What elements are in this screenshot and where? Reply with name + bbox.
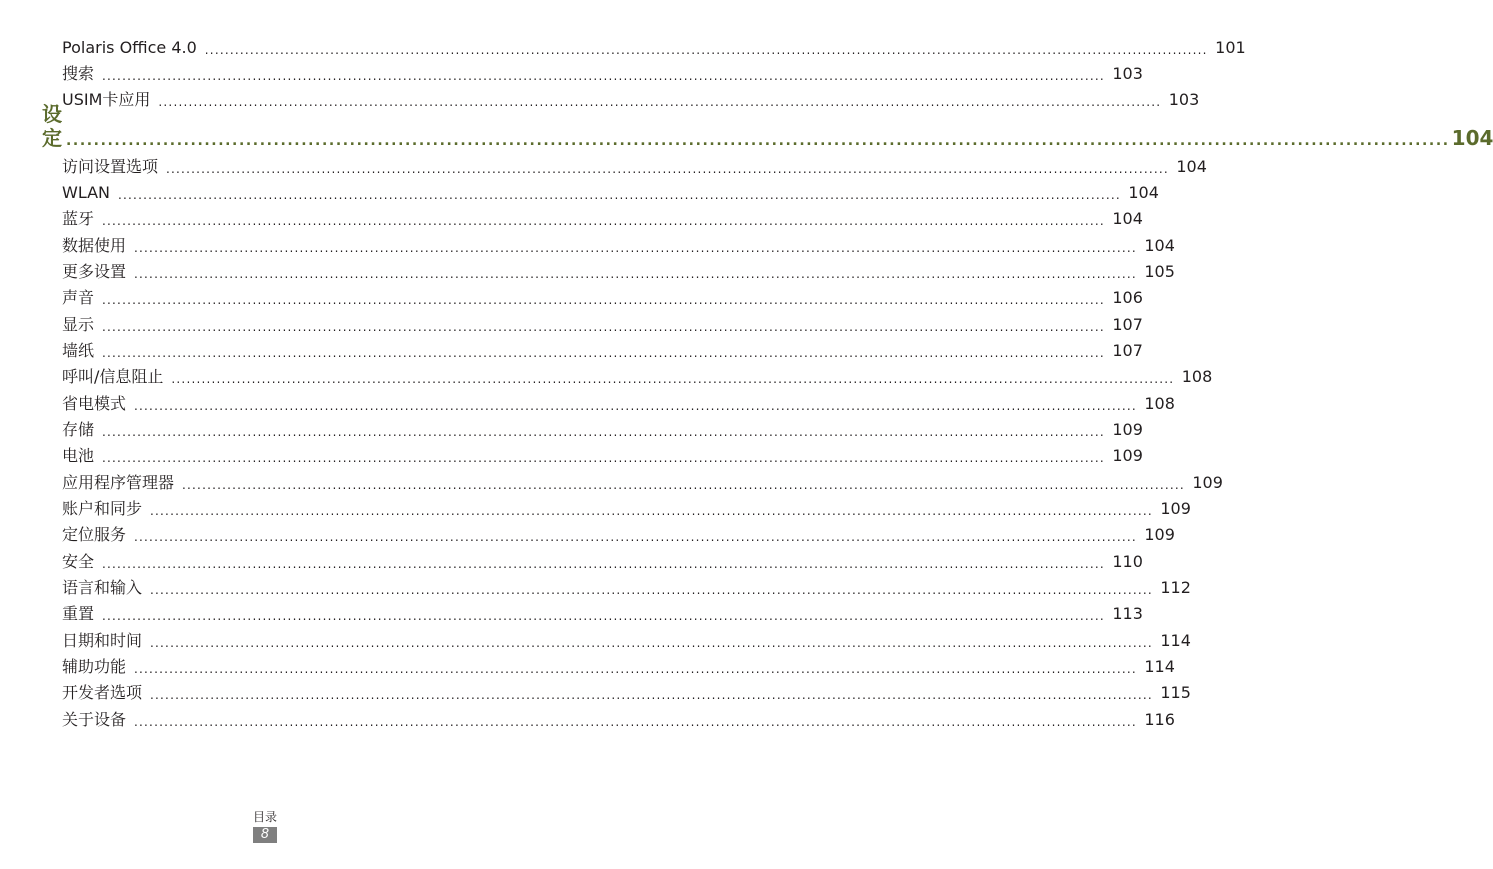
dot-leader: ........................................................................................................................................................................................................ [102,425,1105,439]
dot-leader: ........................................................................................................................................................................................................ [118,188,1121,202]
dot-leader: ........................................................................................................................................................................................................ [134,241,1137,255]
section-page: 104 [1451,126,1493,150]
dot-leader: ........................................................................................................................................................................................................ [150,504,1153,518]
toc-entry-page: 109 [1144,525,1175,544]
dot-leader: ........................................................................................................................................................................................................ [166,162,1169,176]
dot-leader: ........................................................................................................................................................................................................ [102,557,1105,571]
toc-entry[interactable] [62,153,1207,177]
toc-entry[interactable] [62,311,1143,335]
toc-entry[interactable] [62,679,1191,703]
toc-entry-page: 109 [1192,473,1223,492]
toc-entry-label: 搜索 [62,64,95,83]
footer-section-label: 目录 [252,810,277,824]
toc-entry[interactable] [62,653,1175,677]
toc-section-heading[interactable] [42,102,1493,150]
toc-entry-label: 辅助功能 [62,657,127,676]
dot-leader: ........................................................................................................................................................................................................ [102,609,1105,623]
dot-leader: ........................................................................................................................................................................................................ [102,346,1105,360]
toc-entry[interactable] [62,495,1191,519]
toc-entry-page: 114 [1144,657,1175,676]
toc-entry[interactable] [62,706,1175,730]
dot-leader: ........................................................................................................................................................................................................ [150,688,1153,702]
toc-entry[interactable] [62,337,1143,361]
toc-entry[interactable] [62,548,1143,572]
toc-entry-page: 109 [1112,420,1143,439]
toc-entry-label: 重置 [62,604,95,623]
toc-entry-page: 107 [1112,315,1143,334]
toc-entry-label: 蓝牙 [62,209,95,228]
toc-entry[interactable] [62,179,1159,203]
dot-leader: ........................................................................................................................................................................................................ [102,320,1105,334]
dot-leader: ........................................................................................................................................................................................................ [204,43,1208,57]
dot-leader: ........................................................................................................................................................................................................ [102,69,1105,83]
toc-entry-page: 112 [1160,578,1191,597]
toc-entry-page: 104 [1176,157,1207,176]
toc-entry-label: 数据使用 [62,236,127,255]
toc-entry-label: 声音 [62,288,95,307]
toc-entry[interactable] [62,390,1175,414]
toc-entry-label: 语言和输入 [62,578,143,597]
dot-leader: ........................................................................................................................................................................................................ [158,95,1162,109]
toc-entry-page: 107 [1112,341,1143,360]
dot-leader: ........................................................................................................................................................................................................ [102,214,1105,228]
toc-entry-page: 101 [1215,38,1246,57]
dot-leader: ........................................................................................................................................................................................................ [102,451,1105,465]
page-number-badge: 8 [253,827,277,843]
toc-entry[interactable] [62,442,1143,466]
toc-entry-label: 存储 [62,420,95,439]
toc-entry-label: 省电模式 [62,394,127,413]
toc-entry-page: 105 [1144,262,1175,281]
toc-entry-page: 104 [1128,183,1159,202]
dot-leader: ........................................................................................................................................................................................................ [134,399,1137,413]
toc-entry-label: 定位服务 [62,525,127,544]
toc-entry[interactable] [62,521,1175,545]
toc-entry-label: 安全 [62,552,95,571]
toc-entry-label: 关于设备 [62,710,127,729]
toc-entry-page: 108 [1181,367,1213,386]
section-title: 设定 [42,102,62,150]
toc-entry[interactable] [62,34,1246,58]
toc-entry[interactable] [62,60,1143,84]
toc-entry-label: 墙纸 [62,341,95,360]
toc-entry-label: 更多设置 [62,262,127,281]
toc-entry[interactable] [62,284,1143,308]
toc-entry-page: 106 [1112,288,1143,307]
toc-entry[interactable] [62,258,1175,282]
toc-entry-page: 103 [1168,90,1200,109]
toc-entry-label: 显示 [62,315,95,334]
toc-entry-page: 103 [1112,64,1143,83]
toc-entry-label: 访问设置选项 [62,157,159,176]
toc-entry[interactable] [62,232,1175,256]
toc-entry-label: WLAN [62,183,111,202]
toc-entry-page: 114 [1160,631,1191,650]
dot-leader: ........................................................................................................................................................................................................ [134,715,1137,729]
toc-entry[interactable] [62,363,1213,387]
toc-entry-label: 呼叫/信息阻止 [62,367,164,386]
dot-leader: ........................................................................................................................................................................................................ [182,478,1185,492]
toc-entry-label: 开发者选项 [62,683,143,702]
dot-leader: ........................................................................................................................................................................................................ [134,530,1137,544]
toc-entry[interactable] [62,469,1223,493]
dot-leader: ........................................................................................................................................................................................................ [102,293,1105,307]
toc-entry-page: 116 [1144,710,1175,729]
toc-entry-page: 109 [1160,499,1191,518]
toc-entry-page: 104 [1112,209,1143,228]
toc-entry-label: 账户和同步 [62,499,143,518]
toc-entry[interactable] [62,86,1200,110]
dot-leader: ........................................................................................................................................................................................................ [134,267,1137,281]
toc-entry-page: 113 [1112,604,1143,623]
toc-entry-page: 115 [1160,683,1191,702]
toc-entry-page: 109 [1112,446,1143,465]
toc-entry[interactable] [62,600,1143,624]
toc-entry[interactable] [62,627,1191,651]
toc-entry-page: 108 [1144,394,1175,413]
toc-entry-page: 104 [1144,236,1175,255]
toc-entry-label: 电池 [62,446,95,465]
toc-entry-label: 应用程序管理器 [62,473,175,492]
toc-entry[interactable] [62,574,1191,598]
dot-leader: ........................................................................................................................................................................................................ [134,662,1137,676]
toc-entry-label: USIM卡应用 [62,90,151,109]
dot-leader: ........................................................................................................................................................................................................ [171,372,1175,386]
toc-entry[interactable] [62,205,1143,229]
dot-leader: ........................................................................................................................................................................................................ [66,133,1450,149]
dot-leader: ........................................................................................................................................................................................................ [150,636,1153,650]
toc-entry-label: 日期和时间 [62,631,143,650]
toc-entry[interactable] [62,416,1143,440]
toc-entry-page: 110 [1112,552,1143,571]
toc-entry-label: Polaris Office 4.0 [62,38,197,57]
dot-leader: ........................................................................................................................................................................................................ [150,583,1153,597]
